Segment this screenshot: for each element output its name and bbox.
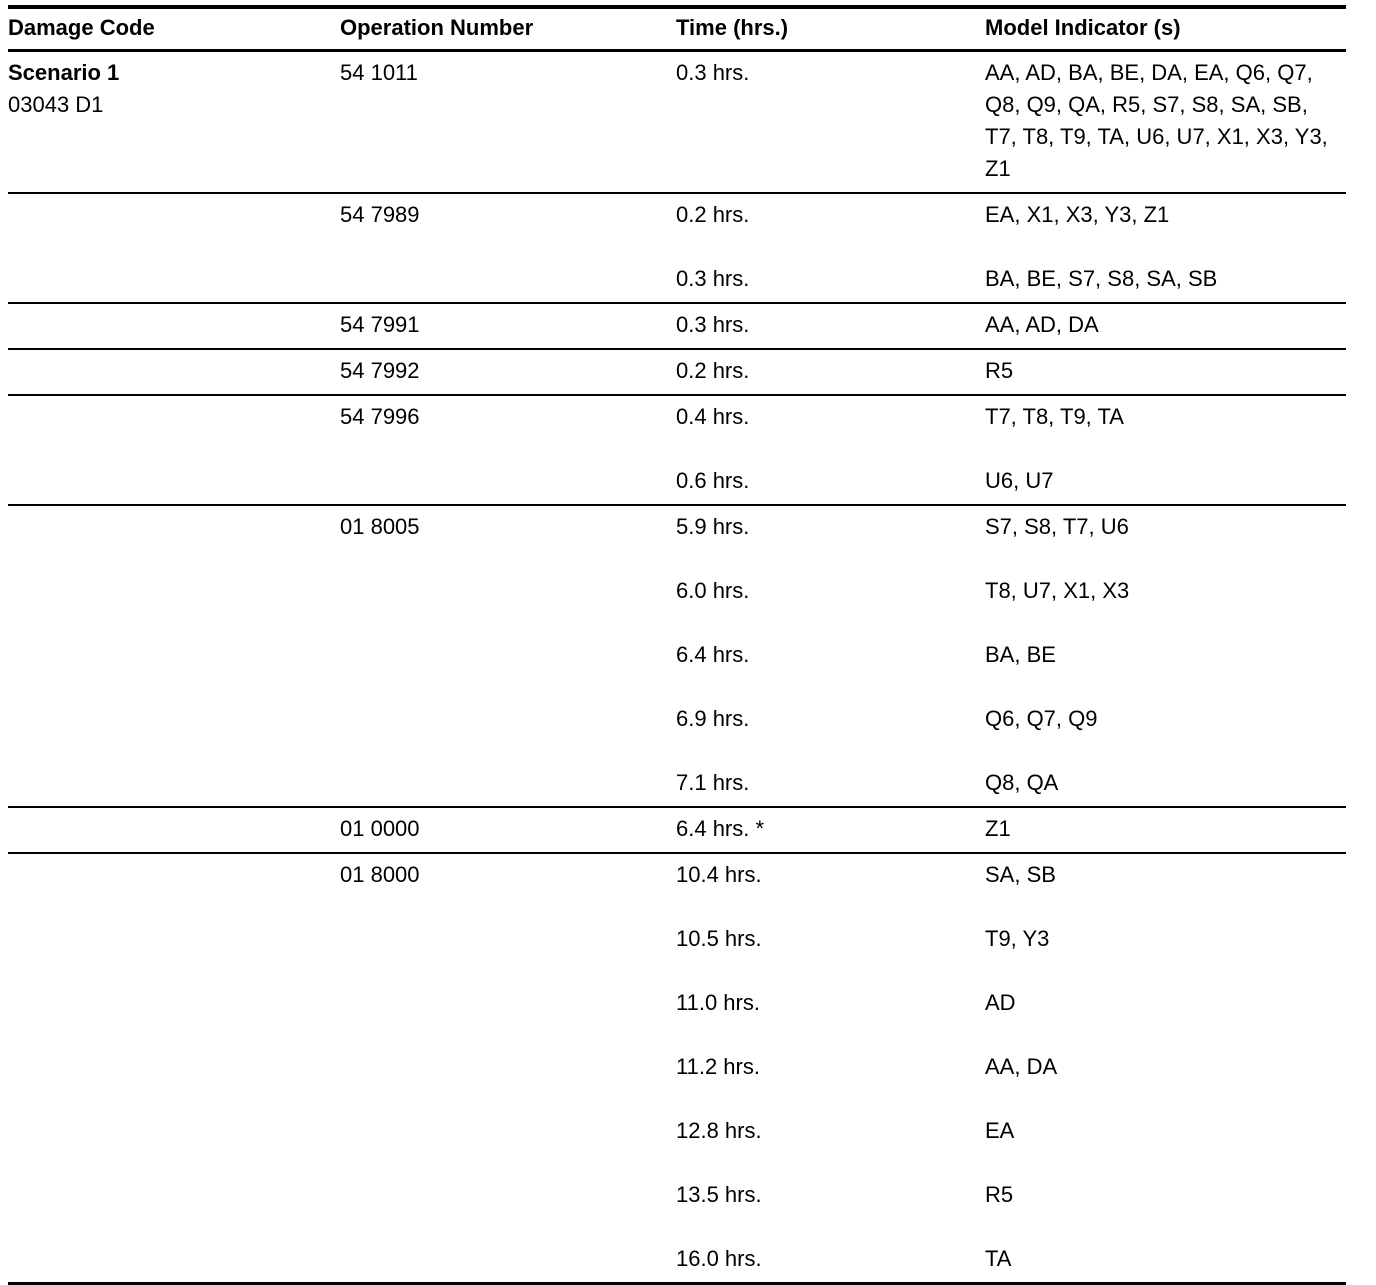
time-model-entry bbox=[676, 511, 1346, 543]
time-model-entry bbox=[676, 199, 1346, 231]
time-cell: 0.4 hrs. bbox=[676, 404, 750, 429]
time-model-entry bbox=[676, 355, 1346, 387]
time-model-entry bbox=[676, 309, 1346, 341]
damage-code-cell bbox=[8, 859, 340, 1275]
time-model-entry bbox=[676, 575, 1346, 607]
models-cell: Q6, Q7, Q9 bbox=[985, 706, 1098, 731]
table-section bbox=[8, 304, 1346, 350]
header-damage-code: Damage Code bbox=[8, 15, 155, 40]
models-cell: EA bbox=[985, 1118, 1015, 1143]
models-cell: R5 bbox=[985, 1182, 1014, 1207]
damage-code-operations-table bbox=[8, 5, 1346, 1285]
models-cell: R5 bbox=[985, 358, 1014, 383]
time-model-entry bbox=[676, 1243, 1346, 1275]
entries bbox=[676, 813, 1346, 845]
models-cell: AD bbox=[985, 990, 1016, 1015]
time-model-entry bbox=[676, 639, 1346, 671]
time-model-entry bbox=[676, 923, 1346, 955]
damage-code-cell bbox=[8, 813, 340, 845]
models-cell: AA, AD, BA, BE, DA, EA, Q6, Q7, Q8, Q9, QA, R5, S7, S8, SA, SB, T7, T8, T9, TA, U6, U7, X1, X3, Y3, Z1 bbox=[985, 60, 1328, 181]
time-cell: 6.9 hrs. bbox=[676, 706, 750, 731]
models-cell: BA, BE bbox=[985, 642, 1056, 667]
time-cell: 6.4 hrs. * bbox=[676, 816, 765, 841]
time-cell: 11.2 hrs. bbox=[676, 1054, 760, 1079]
time-model-entry bbox=[676, 1179, 1346, 1211]
time-cell: 0.2 hrs. bbox=[676, 358, 750, 383]
time-model-entry bbox=[676, 57, 1346, 185]
time-model-entry bbox=[676, 465, 1346, 497]
time-model-entry bbox=[676, 813, 1346, 845]
models-cell: T8, U7, X1, X3 bbox=[985, 578, 1130, 603]
time-cell: 0.2 hrs. bbox=[676, 202, 750, 227]
operation-cell: 01 8000 bbox=[340, 862, 420, 887]
time-cell: 5.9 hrs. bbox=[676, 514, 750, 539]
models-cell: BA, BE, S7, S8, SA, SB bbox=[985, 266, 1218, 291]
table-section bbox=[8, 854, 1346, 1285]
time-cell: 0.3 hrs. bbox=[676, 312, 750, 337]
models-cell: T9, Y3 bbox=[985, 926, 1050, 951]
entries bbox=[676, 401, 1346, 497]
time-cell: 7.1 hrs. bbox=[676, 770, 750, 795]
models-cell: S7, S8, T7, U6 bbox=[985, 514, 1129, 539]
operation-cell: 54 7992 bbox=[340, 358, 420, 383]
models-cell: SA, SB bbox=[985, 862, 1056, 887]
time-model-entry bbox=[676, 401, 1346, 433]
time-cell: 6.4 hrs. bbox=[676, 642, 750, 667]
models-cell: EA, X1, X3, Y3, Z1 bbox=[985, 202, 1170, 227]
operation-cell: 01 0000 bbox=[340, 816, 420, 841]
operation-cell: 54 7996 bbox=[340, 404, 420, 429]
table-section bbox=[8, 396, 1346, 506]
operation-cell: 01 8005 bbox=[340, 514, 420, 539]
time-cell: 10.4 hrs. bbox=[676, 862, 762, 887]
table-section bbox=[8, 194, 1346, 304]
damage-code-id: 03043 D1 bbox=[8, 92, 104, 117]
damage-code-cell bbox=[8, 401, 340, 497]
operation-cell: 54 1011 bbox=[340, 60, 418, 85]
time-cell: 6.0 hrs. bbox=[676, 578, 750, 603]
damage-code-cell bbox=[8, 511, 340, 799]
time-cell: 0.3 hrs. bbox=[676, 266, 750, 291]
header-time: Time (hrs.) bbox=[676, 15, 789, 40]
time-cell: 16.0 hrs. bbox=[676, 1246, 762, 1271]
models-cell: U6, U7 bbox=[985, 468, 1054, 493]
table-section bbox=[8, 350, 1346, 396]
time-cell: 12.8 hrs. bbox=[676, 1118, 762, 1143]
models-cell: AA, AD, DA bbox=[985, 312, 1099, 337]
entries bbox=[676, 859, 1346, 1275]
models-cell: Q8, QA bbox=[985, 770, 1059, 795]
damage-code-cell bbox=[8, 355, 340, 387]
operation-cell: 54 7989 bbox=[340, 202, 420, 227]
table-header-row bbox=[8, 9, 1346, 52]
time-model-entry bbox=[676, 859, 1346, 891]
entries bbox=[676, 355, 1346, 387]
time-cell: 13.5 hrs. bbox=[676, 1182, 762, 1207]
header-operation-number: Operation Number bbox=[340, 15, 534, 40]
damage-code-cell bbox=[8, 199, 340, 295]
models-cell: TA bbox=[985, 1246, 1012, 1271]
table-section bbox=[8, 52, 1346, 194]
table-section bbox=[8, 808, 1346, 854]
time-cell: 0.6 hrs. bbox=[676, 468, 750, 493]
entries bbox=[676, 199, 1346, 295]
time-model-entry bbox=[676, 767, 1346, 799]
time-cell: 11.0 hrs. bbox=[676, 990, 760, 1015]
damage-code-scenario: Scenario 1 bbox=[8, 60, 120, 85]
models-cell: T7, T8, T9, TA bbox=[985, 404, 1124, 429]
entries bbox=[676, 309, 1346, 341]
operation-cell: 54 7991 bbox=[340, 312, 420, 337]
models-cell: AA, DA bbox=[985, 1054, 1058, 1079]
time-model-entry bbox=[676, 1051, 1346, 1083]
header-model-indicator: Model Indicator (s) bbox=[985, 15, 1181, 40]
time-cell: 10.5 hrs. bbox=[676, 926, 762, 951]
entries bbox=[676, 511, 1346, 799]
damage-code-cell bbox=[8, 57, 340, 185]
time-cell: 0.3 hrs. bbox=[676, 60, 750, 85]
time-model-entry bbox=[676, 987, 1346, 1019]
time-model-entry bbox=[676, 263, 1346, 295]
models-cell: Z1 bbox=[985, 816, 1011, 841]
time-model-entry bbox=[676, 703, 1346, 735]
damage-code-cell bbox=[8, 309, 340, 341]
table-section bbox=[8, 506, 1346, 808]
entries bbox=[676, 57, 1346, 185]
time-model-entry bbox=[676, 1115, 1346, 1147]
